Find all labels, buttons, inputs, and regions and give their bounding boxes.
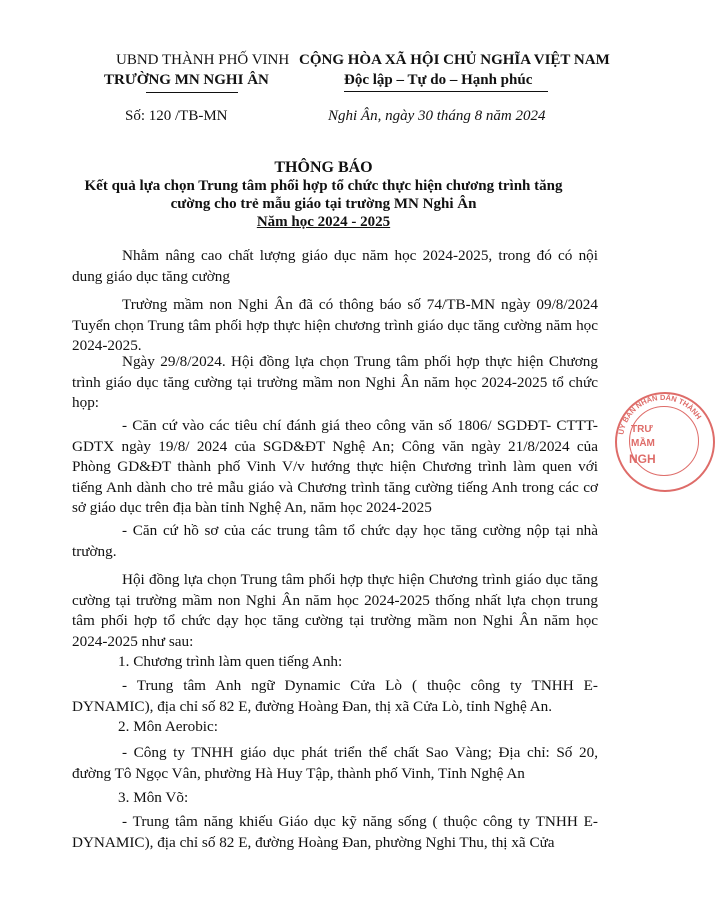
- doc-subject-line1: Kết quả lựa chọn Trung tâm phối hợp tổ chức thực hiện chương trình tăng: [84, 178, 563, 194]
- paragraph-4-text: - Căn cứ vào các tiêu chí đánh giá theo công văn số 1806/ SGDĐT- CTTT-GDTX ngày 19/8/ 2024 của SGD&ĐT Nghệ An; Công văn ngày 21/8/2024 của Phòng GD&ĐT thành phố Vinh V/v hướng thực hiện Chương trình làm quen với tiếng Anh dành cho trẻ mẫu giáo và Chương trình tăng cường tiếng Anh trong các cơ sở giáo dục trên địa bàn tỉnh Nghệ An, năm học 2024-2025: [72, 417, 598, 516]
- school-name: TRƯỜNG MN NGHI ÂN: [104, 72, 269, 88]
- paragraph-3: [72, 352, 598, 414]
- stamp-text-3: NGH: [629, 452, 656, 466]
- paragraph-6-text: Hội đồng lựa chọn Trung tâm phối hợp thực hiện Chương trình giáo dục tăng cường tại trường mầm non Nghi Ân năm học 2024-2025 thống nhất lựa chọn trung tâm phối hợp tổ chức dạy học tăng cường tại trường mầm non Nghi Ân năm học 2024-2025 như sau:: [72, 571, 598, 650]
- item-3-heading: 3. Môn Võ:: [118, 789, 189, 806]
- stamp-text-2: MẦM: [631, 438, 655, 449]
- item-1-text: - Trung tâm Anh ngữ Dynamic Cửa Lò ( thuộc công ty TNHH E-DYNAMIC), địa chỉ số 82 E, đường Hoàng Đan, thị xã Cửa Lò, tỉnh Nghệ An.: [72, 677, 598, 715]
- stamp-text-1: TRƯ: [631, 424, 653, 435]
- paragraph-5-text: - Căn cứ hồ sơ của các trung tâm tổ chức dạy học tăng cường nộp tại nhà trường.: [72, 522, 598, 560]
- doc-subject-line2: cường cho trẻ mẫu giáo tại trường MN Nghi Ân: [170, 196, 477, 212]
- national-title: CỘNG HÒA XÃ HỘI CHỦ NGHĨA VIỆT NAM: [299, 52, 610, 68]
- doc-type-title: THÔNG BÁO: [274, 159, 373, 176]
- paragraph-4: [72, 416, 598, 519]
- document-number: Số: 120 /TB-MN: [125, 108, 228, 124]
- place-date: Nghi Ân, ngày 30 tháng 8 năm 2024: [328, 108, 546, 124]
- paragraph-5: [72, 521, 598, 562]
- svg-text:UỶ BAN NHÂN DÂN THÀNH: UỶ BAN NHÂN DÂN THÀNH: [616, 392, 704, 436]
- paragraph-3-text: Ngày 29/8/2024. Hội đồng lựa chọn Trung tâm phối hợp thực hiện Chương trình giáo dục tăng cường tại trường mầm non Nghi Ân năm học 2024-2025 tổ chức họp:: [72, 353, 598, 411]
- item-3: [72, 812, 598, 853]
- national-motto: Độc lập – Tự do – Hạnh phúc: [344, 72, 533, 88]
- paragraph-1-text: Nhằm nâng cao chất lượng giáo dục năm học 2024-2025, trong đó có nội dung giáo dục tăng cường: [72, 247, 598, 285]
- paragraph-2-text: Trường mầm non Nghi Ân đã có thông báo số 74/TB-MN ngày 09/8/2024 Tuyển chọn Trung tâm phối hợp thực hiện chương trình giáo dục tăng cường năm học 2024-2025.: [72, 296, 598, 354]
- item-1-heading: 1. Chương trình làm quen tiếng Anh:: [118, 653, 343, 670]
- school-year: Năm học 2024 - 2025: [256, 214, 391, 230]
- item-1: [72, 676, 598, 717]
- stamp-ring-text: [615, 392, 711, 488]
- item-2-heading: 2. Môn Aerobic:: [118, 718, 218, 735]
- item-2: [72, 743, 598, 784]
- org-parent: UBND THÀNH PHỐ VINH: [116, 52, 290, 68]
- official-stamp: [615, 392, 715, 492]
- school-underline: [146, 92, 238, 93]
- item-3-text: - Trung tâm năng khiếu Giáo dục kỹ năng sống ( thuộc công ty TNHH E-DYNAMIC), địa chỉ số 82 E, đường Hoàng Đan, phường Nghi Thu, thị xã Cửa: [72, 813, 598, 851]
- item-2-text: - Công ty TNHH giáo dục phát triển thể chất Sao Vàng; Địa chỉ: Số 20, đường Tô Ngọc Vân, phường Hà Huy Tập, thành phố Vinh, Tỉnh Nghệ An: [72, 744, 598, 782]
- paragraph-6: [72, 570, 598, 652]
- motto-underline: [344, 91, 548, 92]
- paragraph-2: [72, 295, 598, 357]
- paragraph-1: [72, 246, 598, 287]
